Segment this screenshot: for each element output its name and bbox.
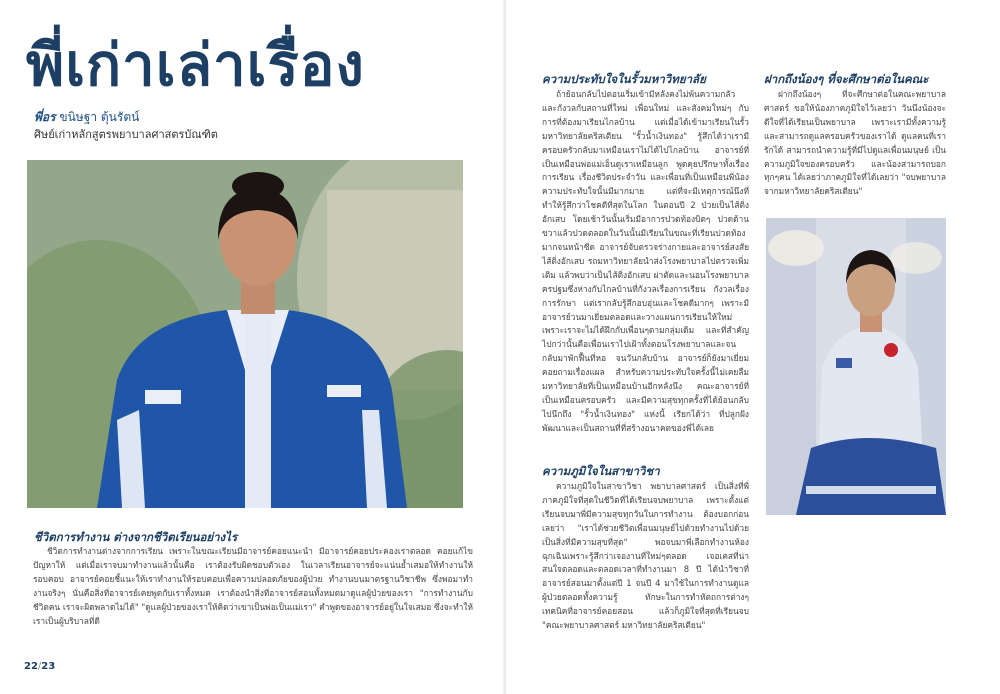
byline-full-name: ขนิษฐา ตุ้นรัตน์ (59, 110, 140, 124)
uniform-photo (766, 218, 946, 515)
byline-nickname: พี่อร (34, 110, 56, 124)
section-heading-university-memories: ความประทับใจในรั้วมหาวิทยาลัย (542, 72, 706, 86)
section-body-university-memories: ถ้าย้อนกลับไปตอนเริ่มเข้ามีหลังคงไม่พ้นความกลัวและกังวลกับสถานที่ใหม่ เพื่อนใหม่ และสังคมใหม่ๆ กับการที่ต้องมาเรียนไกลบ้าน แต่เมื่อได้เข้ามาเรียนในรั้วมหาวิทยาลัยคริสเตียน "รั้วน้ำเงินทอง" รู้สึกได้ว่าเรามีครอบครัวกลับมาเหมือนเราไม่ได้ไปไกลบ้าน อาจารย์ที่เป็นเหมือนพ่อแม่เอ็นดูเราเหมือนลูก พูดคุยปรึกษาทั้งเรื่องการเรียน เรื่องชีวิตประจำวัน และเพื่อนที่เป็นเหมือนพี่น้อง ความประทับใจนั้นมีมากมาย แต่ที่จะมีเหตุการณ์นึงที่ทำให้รู้สึกว่าโชคดีที่สุดในโลก ในตอนปี 2 ป่วยเป็นไส้ติ่งอักเสบ โดยเช้าวันนั้นเริ่มมีอาการปวดท้องบิดๆ ปวดด้านขวาแล้วปวดตลอดในวันนั้นมีเรียนในขณะที่เรียนปวดท้องมากจนหน้าซีด อาจารย์จับตรวจร่างกายและอาจารย์สงสัยไส้ติ่งอักเสบ รถมหาวิทยาลัยนำส่งโรงพยาบาลไปตรวจเพิ่มเติม แล้วพบว่าเป็นไส้ติ่งอักเสบ ผ่าตัดและนอนโรงพยาบาลครปฐมซึ่งห่างกับไกลบ้านที่กังวลเรื่องการเรียน กังวลเรื่องการรักษา แต่เรากลับรู้สึกอบอุ่นและโชคดีมากๆ เพราะมีอาจารย์วนมาเยี่ยมตลอดและวางแผนการเรียนให้ใหม่เพราะเราจะไม่ได้ฝึกกับเพื่อนๆตามกลุ่มเดิม และที่สำคัญไปกว่านั้นคือเพื่อนเราไปเฝ้าทั้งตอนโรงพยาบาลและจนกลับมาพักฟื้นที่หอ จนวันกลับบ้าน อาจารย์ก็ยังมาเยี่ยม คอยถามเรื่องแผล สำหรับความประทับใจครั้งนี้ไม่เคยลืม มหาวิทยาลัยที่เป็นเหมือนบ้านอีกหลังนึง คณะอาจารย์ที่เป็นเหมือนครอบครัว และมีความสุขทุกครั้งที่ได้ย้อนกลับไปนึกถึง "รั้วน้ำเงินทอง" แห่งนี้ เรียกได้ว่า ที่ปลูกฝัง พัฒนาและเป็นสถานที่ที่สร้างอนาคตของพี่ได้เลย (542, 89, 749, 433)
section-body-work-life: ชีวิตการทำงานต่างจากการเรียน เพราะในขณะเรียนมีอาจารย์คอยแนะนำ มีอาจารย์คอยประคองเราตลอด คอยแก้ไขปัญหาให้ แต่เมื่อเราจบมาทำงานแล้วนั้นคือ เราต้องรับผิดชอบตัวเอง ในเวลาเรียนอาจารย์จะแน่นย้ำเสมอให้ทำงานให้รอบคอบ อาจารย์คอยชี้แนะให้เราทำงานให้รอบคอบเพื่อความปลอดภัยของผู้ป่วย ทำงานบนมาตรฐานวิชาชีพ ซึ่งพอมาทำงานจริงๆ นั่นคือสิ่งที่อาจารย์เคยพูดกับเราทั้งหมด เราต้องนำสิ่งที่อาจารย์สอนทั้งหมดมาดูแลผู้ป่วยของเรา "การทำงานกับชีวิตคน เราจะผิดพลาดไม่ได้" "ดูแลผู้ป่วยของเราให้คิดว่าเขาเป็นพ่อเป็นแม่เรา" คำพูดของอาจารย์อยู่ในใจเสมอ ซึ่งจะทำให้เราเป็นผู้บริบาลที่ดี (33, 546, 473, 626)
page-number-right: 23 (41, 661, 56, 672)
portrait-photo (27, 160, 463, 508)
page-numbers: 22/23 (24, 661, 56, 672)
section-heading-message-to-juniors: ฝากถึงน้องๆ ที่จะศึกษาต่อในคณะ (764, 72, 929, 86)
page-number-left: 22 (24, 661, 38, 672)
right-page (506, 0, 1000, 694)
section-heading-pride-in-field: ความภูมิใจในสาขาวิชา (542, 464, 660, 478)
section-body-pride-in-field: ความภูมิใจในสาขาวิชา พยาบาลศาสตร์ เป็นสิ่งที่พี่ภาคภูมิใจที่สุดในชีวิตที่ได้เรียนจบพยาบาล เพราะตั้งแต่เรียนจบมาพี่มีความสุขทุกวันในการทำงาน ต้องบอกก่อนเลยว่า "เราได้ช่วยชีวิตเพื่อนมนุษย์ไปด้วยทำงานไปด้วยเป็นสิ่งที่มีความสุขที่สุด" พอจบมาพี่เลือกทำงานห้องฉุกเฉินเพราะรู้สึกว่าเจองานที่ใหม่ๆตลอด เจอเคสที่น่าสนใจตลอดและตลอดเวลาที่ทำงานมา 8 ปี ได้นำวิชาที่อาจารย์สอนมาตั้งแต่ปี 1 จนปี 4 มาใช้ในการทำงานดูแลผู้ป่วยตลอดทั้งความรู้ ทักษะในการทำหัตถการต่างๆ เทคนิคที่อาจารย์คอยสอน แล้วก็ภูมิใจที่สุดที่เรียนจบ "คณะพยาบาลศาสตร์ มหาวิทยาลัยคริสเตียน" (542, 481, 749, 631)
portrait-illustration (27, 160, 463, 508)
section-body-message-to-juniors: ฝากถึงน้องๆ ที่จะศึกษาต่อในคณะพยาบาลศาสตร์ ขอให้น้องภาคภูมิใจไว้เลยว่า วันนึงน้องจะดีใจที่ได้เรียนเป็นพยาบาล เพราะเรามีทั้งความรู้และสามารถดูแลครอบครัวของเราได้ ดูแลคนที่เรารักได้ สามารถนำความรู้ที่มีไปดูแลเพื่อนมนุษย์ เป็นความภูมิใจของครอบครัว และน้องสามารถบอกทุกๆคน ได้เลยว่าภาคภูมิใจที่ได้เลยว่า "จบพยาบาลจากมหาวิทยาลัยคริสเตียน" (764, 89, 946, 197)
section-heading-work-life: ชีวิตการทำงาน ต่างจากชีวิตเรียนอย่างไร (34, 530, 238, 544)
uniform-illustration (766, 218, 946, 515)
byline-role: ศิษย์เก่าหลักสูตรพยาบาลศาสตรบัณฑิต (34, 128, 218, 141)
article-title: พี่เก่าเล่าเรื่อง (26, 31, 365, 99)
